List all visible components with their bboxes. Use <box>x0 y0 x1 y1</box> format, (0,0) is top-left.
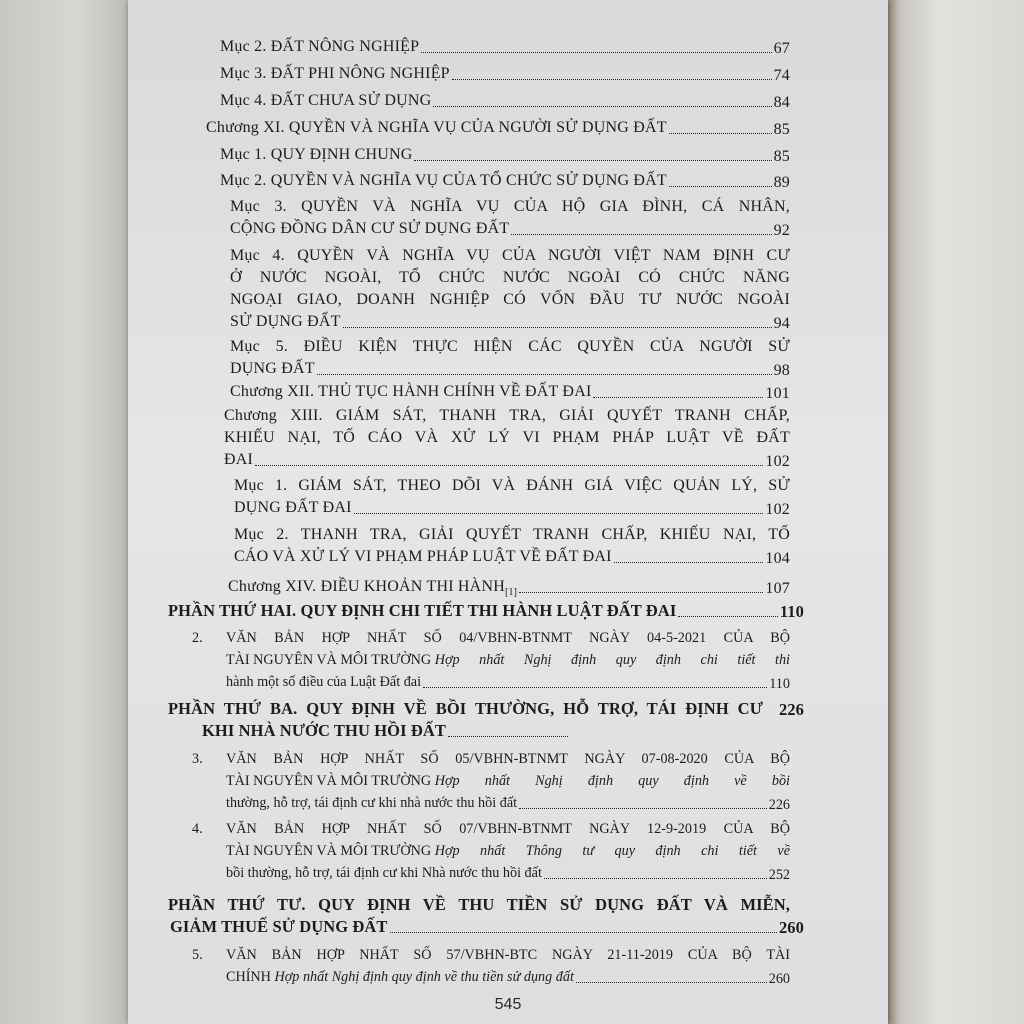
footnote-marker: [1] <box>504 587 518 598</box>
dot-leader <box>448 736 568 737</box>
toc-page-number: 104 <box>765 550 790 567</box>
toc-entry-chuong-xii <box>230 381 790 403</box>
toc-entry-line: thường, hỗ trợ, tái định cư khi nhà nước thu hồi đất <box>226 795 518 811</box>
toc-page-number: 252 <box>768 867 790 883</box>
toc-entry-title: Chương XIV. ĐIỀU KHOẢN THI HÀNH <box>228 578 505 595</box>
dot-leader <box>669 133 772 134</box>
toc-entry-line: CÁO VÀ XỬ LÝ VI PHẠM PHÁP LUẬT VỀ ĐẤT ĐAI <box>234 548 612 565</box>
toc-entry-muc-4-dat-chua-su-dung <box>220 90 790 112</box>
toc-entry-line: KHIẾU NẠI, TỐ CÁO VÀ XỬ LÝ VI PHẠM PHÁP LUẬT VỀ ĐẤT <box>224 429 790 446</box>
toc-page-number: 94 <box>773 315 790 332</box>
dot-leader <box>317 374 772 375</box>
toc-entry-title: Mục 1. QUY ĐỊNH CHUNG <box>220 146 413 163</box>
toc-page-number: 101 <box>765 385 790 402</box>
toc-entry-muc-2-thanh-tra <box>234 524 790 568</box>
dot-leader <box>452 79 772 80</box>
toc-entry-line: ĐAI <box>224 451 254 468</box>
toc-entry-line: TÀI NGUYÊN VÀ MÔI TRƯỜNG <box>226 843 432 859</box>
toc-entry-line: DỤNG ĐẤT <box>230 360 315 377</box>
toc-entry-line: VĂN BẢN HỢP NHẤT SỐ 04/VBHN-BTNMT NGÀY 04-5-2021 CỦA BỘ <box>226 630 790 646</box>
toc-page-number: 98 <box>773 362 790 379</box>
toc-entry-line: SỬ DỤNG ĐẤT <box>230 313 341 330</box>
document-number: 5. <box>192 947 203 963</box>
document-number: 3. <box>192 751 203 767</box>
toc-entry-line-italic: Hợp nhất Nghị định quy định về thu tiền sử dụng đất <box>274 969 574 985</box>
toc-page-number: 84 <box>773 94 790 111</box>
toc-document-4 <box>192 818 790 884</box>
dot-leader <box>255 465 763 466</box>
toc-entry-title: Chương XI. QUYỀN VÀ NGHĨA VỤ CỦA NGƯỜI SỬ DỤNG ĐẤT <box>206 119 667 136</box>
dot-leader <box>511 234 771 235</box>
toc-entry-title: Mục 2. QUYỀN VÀ NGHĨA VỤ CỦA TỔ CHỨC SỬ DỤNG ĐẤT <box>220 172 667 189</box>
dot-leader <box>423 687 767 688</box>
dot-leader <box>390 932 777 933</box>
document-number: 2. <box>192 630 203 646</box>
toc-page-number: 226 <box>778 700 804 719</box>
toc-part-title: KHI NHÀ NƯỚC THU HỒI ĐẤT <box>202 721 446 740</box>
toc-entry-muc-1-quy-dinh-chung <box>220 144 790 166</box>
dot-leader <box>414 160 771 161</box>
dot-leader <box>433 106 771 107</box>
toc-entry-line: hành một số điều của Luật Đất đai <box>226 674 422 690</box>
toc-entry-title: Mục 2. ĐẤT NÔNG NGHIỆP <box>220 38 420 55</box>
background-left <box>0 0 128 1024</box>
toc-document-2 <box>192 627 790 693</box>
toc-entry-line: VĂN BẢN HỢP NHẤT SỐ 07/VBHN-BTNMT NGÀY 12-9-2019 CỦA BỘ <box>226 821 790 837</box>
toc-entry-muc-3-dat-phi-nong-nghiep <box>220 63 790 85</box>
toc-entry-chuong-xiii <box>224 405 790 471</box>
toc-entry-line-italic: Hợp nhất Thông tư quy định chi tiết về <box>434 843 790 859</box>
toc-entry-title: Mục 3. ĐẤT PHI NÔNG NGHIỆP <box>220 65 450 82</box>
dot-leader <box>669 186 772 187</box>
toc-entry-muc-5-dieu-kien <box>230 336 790 380</box>
toc-entry-muc-2-to-chuc <box>220 170 790 192</box>
toc-entry-line: Ở NƯỚC NGOÀI, TỔ CHỨC NƯỚC NGOÀI CÓ CHỨC NĂNG <box>230 269 790 286</box>
toc-page-number: 74 <box>773 67 790 84</box>
toc-entry-muc-1-giam-sat <box>234 475 790 519</box>
toc-page-number: 107 <box>765 580 790 597</box>
toc-page-number: 85 <box>773 121 790 138</box>
toc-entry-line: Mục 2. THANH TRA, GIẢI QUYẾT TRANH CHẤP, KHIẾU NẠI, TỐ <box>234 526 790 543</box>
toc-part-4-heading <box>168 894 804 938</box>
dot-leader <box>614 562 764 563</box>
dot-leader <box>421 52 771 53</box>
toc-entry-line: DỤNG ĐẤT ĐAI <box>234 499 352 516</box>
toc-entry-line: TÀI NGUYÊN VÀ MÔI TRƯỜNG <box>226 652 432 668</box>
toc-document-3 <box>192 748 790 814</box>
book-page <box>128 0 888 1024</box>
document-number: 4. <box>192 821 203 837</box>
toc-entry-line: Mục 3. QUYỀN VÀ NGHĨA VỤ CỦA HỘ GIA ĐÌNH, CÁ NHÂN, <box>230 198 790 215</box>
toc-entry-line: VĂN BẢN HỢP NHẤT SỐ 05/VBHN-BTNMT NGÀY 07-08-2020 CỦA BỘ <box>226 751 790 767</box>
toc-entry-muc-3-ho-gia-dinh <box>230 196 790 240</box>
toc-entry-line-italic: Hợp nhất Nghị định quy định về bồi <box>434 773 790 789</box>
dot-leader <box>354 513 764 514</box>
toc-page-number: 85 <box>773 148 790 165</box>
toc-page-number: 67 <box>773 40 790 57</box>
toc-page-number: 102 <box>765 501 790 518</box>
toc-entry-title: Mục 4. ĐẤT CHƯA SỬ DỤNG <box>220 92 432 109</box>
dot-leader <box>343 327 772 328</box>
toc-page-number: 226 <box>768 797 790 813</box>
toc-part-title: PHẦN THỨ HAI. QUY ĐỊNH CHI TIẾT THI HÀNH LUẬT ĐẤT ĐAI <box>168 601 677 620</box>
toc-entry-chuong-xi <box>206 117 790 139</box>
toc-entry-line: bồi thường, hỗ trợ, tái định cư khi Nhà nước thu hồi đất <box>226 865 542 881</box>
dot-leader <box>519 808 767 809</box>
toc-page-number: 92 <box>773 222 790 239</box>
toc-part-title: GIẢM THUẾ SỬ DỤNG ĐẤT <box>170 917 388 936</box>
toc-page-number: 110 <box>779 602 804 621</box>
toc-entry-line: CHÍNH <box>226 969 271 985</box>
toc-entry-line: TÀI NGUYÊN VÀ MÔI TRƯỜNG <box>226 773 432 789</box>
toc-entry-line: Mục 4. QUYỀN VÀ NGHĨA VỤ CỦA NGƯỜI VIỆT NAM ĐỊNH CƯ <box>230 247 790 264</box>
toc-entry-muc-2-dat-nong-nghiep <box>220 36 790 58</box>
toc-page-number: 260 <box>768 971 790 987</box>
toc-entry-line: Chương XIII. GIÁM SÁT, THANH TRA, GIẢI QUYẾT TRANH CHẤP, <box>224 407 790 424</box>
toc-page-number: 260 <box>778 918 804 937</box>
toc-entry-line: Mục 5. ĐIỀU KIỆN THỰC HIỆN CÁC QUYỀN CỦA NGƯỜI SỬ <box>230 338 790 355</box>
toc-entry-muc-4-nguoi-viet-nam <box>230 245 790 333</box>
toc-part-3-heading <box>168 698 804 742</box>
dot-leader <box>678 616 778 617</box>
table-of-contents <box>128 0 888 1024</box>
dot-leader <box>544 878 767 879</box>
toc-entry-line: VĂN BẢN HỢP NHẤT SỐ 57/VBHN-BTC NGÀY 21-11-2019 CỦA BỘ TÀI <box>226 947 790 963</box>
background-right <box>884 0 1024 1024</box>
toc-entry-line: NGOẠI GIAO, DOANH NGHIỆP CÓ VỐN ĐẦU TƯ NƯỚC NGOÀI <box>230 291 790 308</box>
toc-part-title: PHẦN THỨ BA. QUY ĐỊNH VỀ BỒI THƯỜNG, HỖ TRỢ, TÁI ĐỊNH CƯ <box>168 699 763 718</box>
toc-part-2-heading <box>168 600 804 622</box>
toc-entry-line-italic: Hợp nhất Nghị định quy định chi tiết thi <box>434 652 790 668</box>
dot-leader <box>593 397 763 398</box>
toc-entry-line: CỘNG ĐỒNG DÂN CƯ SỬ DỤNG ĐẤT <box>230 220 510 237</box>
toc-page-number: 89 <box>773 174 790 191</box>
toc-part-title: PHẦN THỨ TƯ. QUY ĐỊNH VỀ THU TIỀN SỬ DỤNG ĐẤT VÀ MIỄN, <box>168 895 790 914</box>
dot-leader <box>576 982 767 983</box>
toc-entry-title: Chương XII. THỦ TỤC HÀNH CHÍNH VỀ ĐẤT ĐAI <box>230 383 592 400</box>
toc-page-number: 110 <box>769 676 790 692</box>
toc-entry-chuong-xiv <box>228 576 790 598</box>
toc-document-5 <box>192 944 790 988</box>
page-number-footer: 545 <box>494 996 522 1013</box>
toc-page-number: 102 <box>765 453 790 470</box>
dot-leader <box>519 592 763 593</box>
toc-entry-line: Mục 1. GIÁM SÁT, THEO DÕI VÀ ĐÁNH GIÁ VIỆC QUẢN LÝ, SỬ <box>234 477 790 494</box>
